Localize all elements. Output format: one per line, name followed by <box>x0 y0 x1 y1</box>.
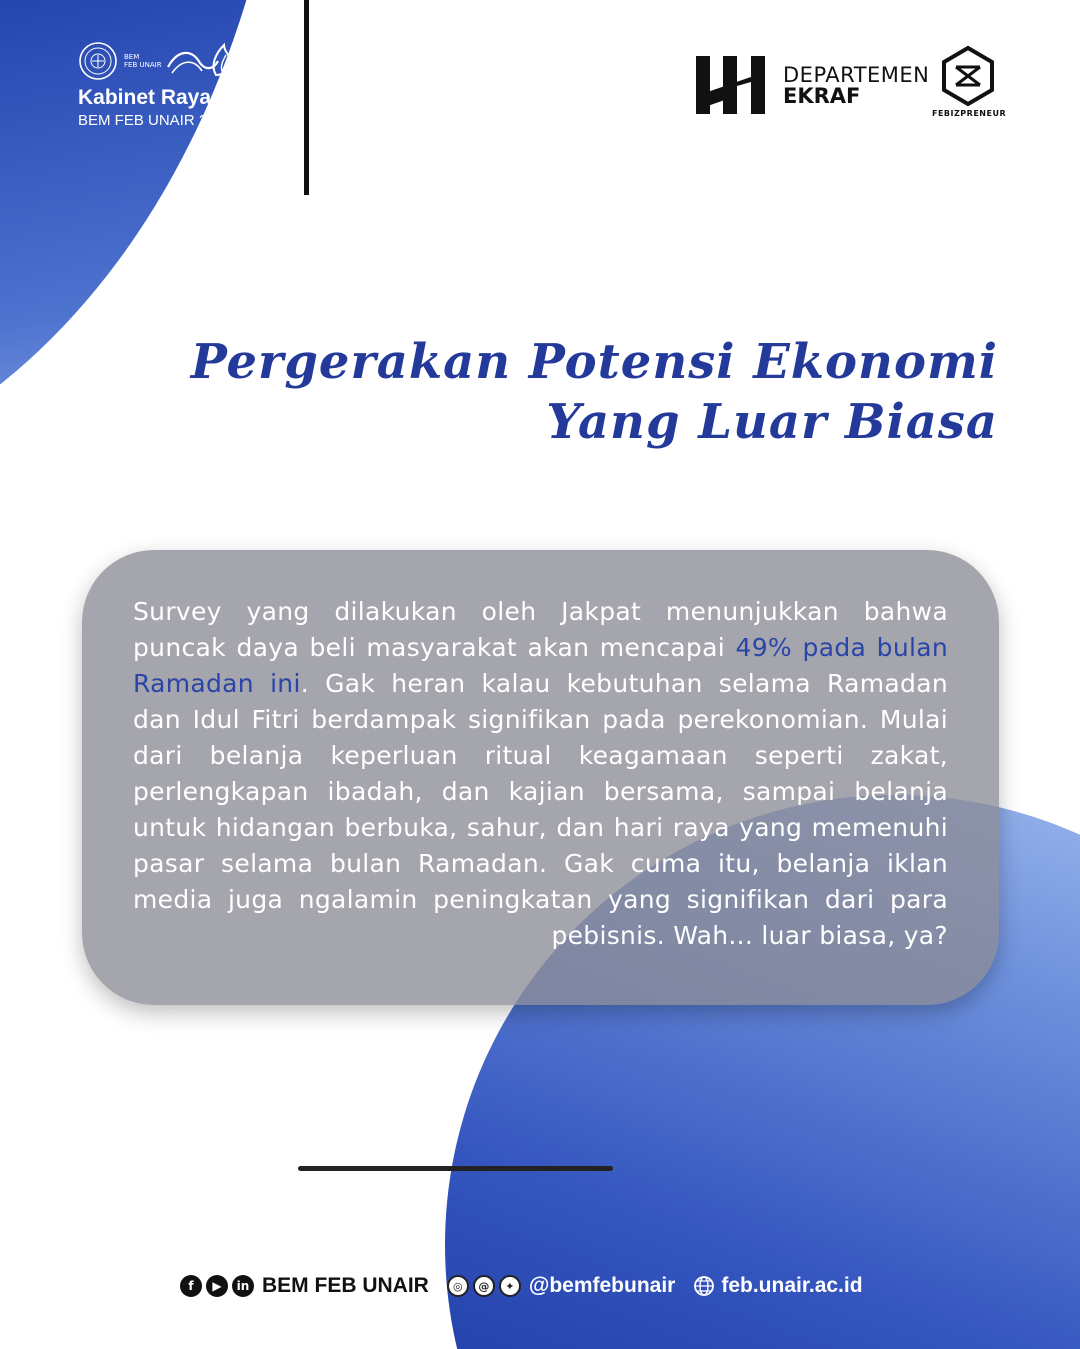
brand-logos <box>78 40 255 82</box>
department-block <box>696 56 929 114</box>
wave-phoenix-logo-icon <box>166 41 236 81</box>
page-title <box>191 332 998 452</box>
globe-icon <box>693 1275 715 1297</box>
body-text-part-2: . Gak heran kalau kebutuhan selama Ramadan dan Idul Fitri berdampak signifikan pada perekonomian. Mulai dari belanja keperluan ritual keagamaan seperti zakat, perlengkapan ibadah, dan kajian bersama, sampai belanja untuk hidangan berbuka, sahur, dan hari raya yang memenuhi pasar selama bulan Ramadan. Gak cuma itu, belanja iklan media juga ngalamin peningkatan yang signifikan dari para pebisnis. Wah... luar biasa, ya? <box>133 669 948 950</box>
threads-icon[interactable]: @ <box>473 1275 495 1297</box>
horizontal-divider <box>298 1166 613 1171</box>
youtube-icon[interactable]: ▶ <box>206 1275 228 1297</box>
department-text <box>783 63 929 108</box>
facebook-icon[interactable]: f <box>180 1275 202 1297</box>
twitter-icon[interactable]: ✦ <box>499 1275 521 1297</box>
title-line-1: Pergerakan Potensi Ekonomi <box>190 334 998 390</box>
vertical-divider <box>304 0 309 195</box>
footer-website[interactable]: feb.unair.ac.id <box>721 1274 863 1297</box>
footer-social-group <box>180 1274 429 1298</box>
febizpreneur-label: FEBIZPRENEUR <box>932 109 1007 118</box>
department-name: EKRAF <box>783 83 861 108</box>
brand-small-label-2: FEB UNAIR <box>124 61 162 69</box>
body-paragraph <box>133 594 948 954</box>
footer <box>180 1271 863 1301</box>
footer-org-name: BEM FEB UNAIR <box>262 1274 429 1297</box>
febizpreneur-logo <box>932 45 1007 118</box>
footer-handle-group <box>447 1274 676 1298</box>
cabinet-name: Kabinet Raya Asa <box>78 86 255 109</box>
linkedin-icon[interactable]: in <box>232 1275 254 1297</box>
brand-block <box>78 40 255 129</box>
footer-website-group <box>693 1274 862 1298</box>
instagram-icon[interactable]: ◎ <box>447 1275 469 1297</box>
febizpreneur-hexagon-icon <box>940 45 996 107</box>
title-line-2: Yang Luar Biasa <box>546 394 998 450</box>
body-highlight: 49% pada bulan Ramadan ini <box>133 633 948 698</box>
brand-small-label-1: BEM <box>124 53 140 61</box>
body-text-part-1: Survey yang dilakukan oleh Jakpat menunjukkan bahwa puncak daya beli masyarakat akan mencapai <box>133 597 948 662</box>
department-label: DEPARTEMEN <box>783 62 930 87</box>
cabinet-subtitle: BEM FEB UNAIR 2024 <box>78 112 233 129</box>
ekraf-logo-icon <box>696 56 765 114</box>
university-seal-icon <box>78 41 118 81</box>
footer-handle[interactable]: @bemfebunair <box>528 1274 676 1297</box>
